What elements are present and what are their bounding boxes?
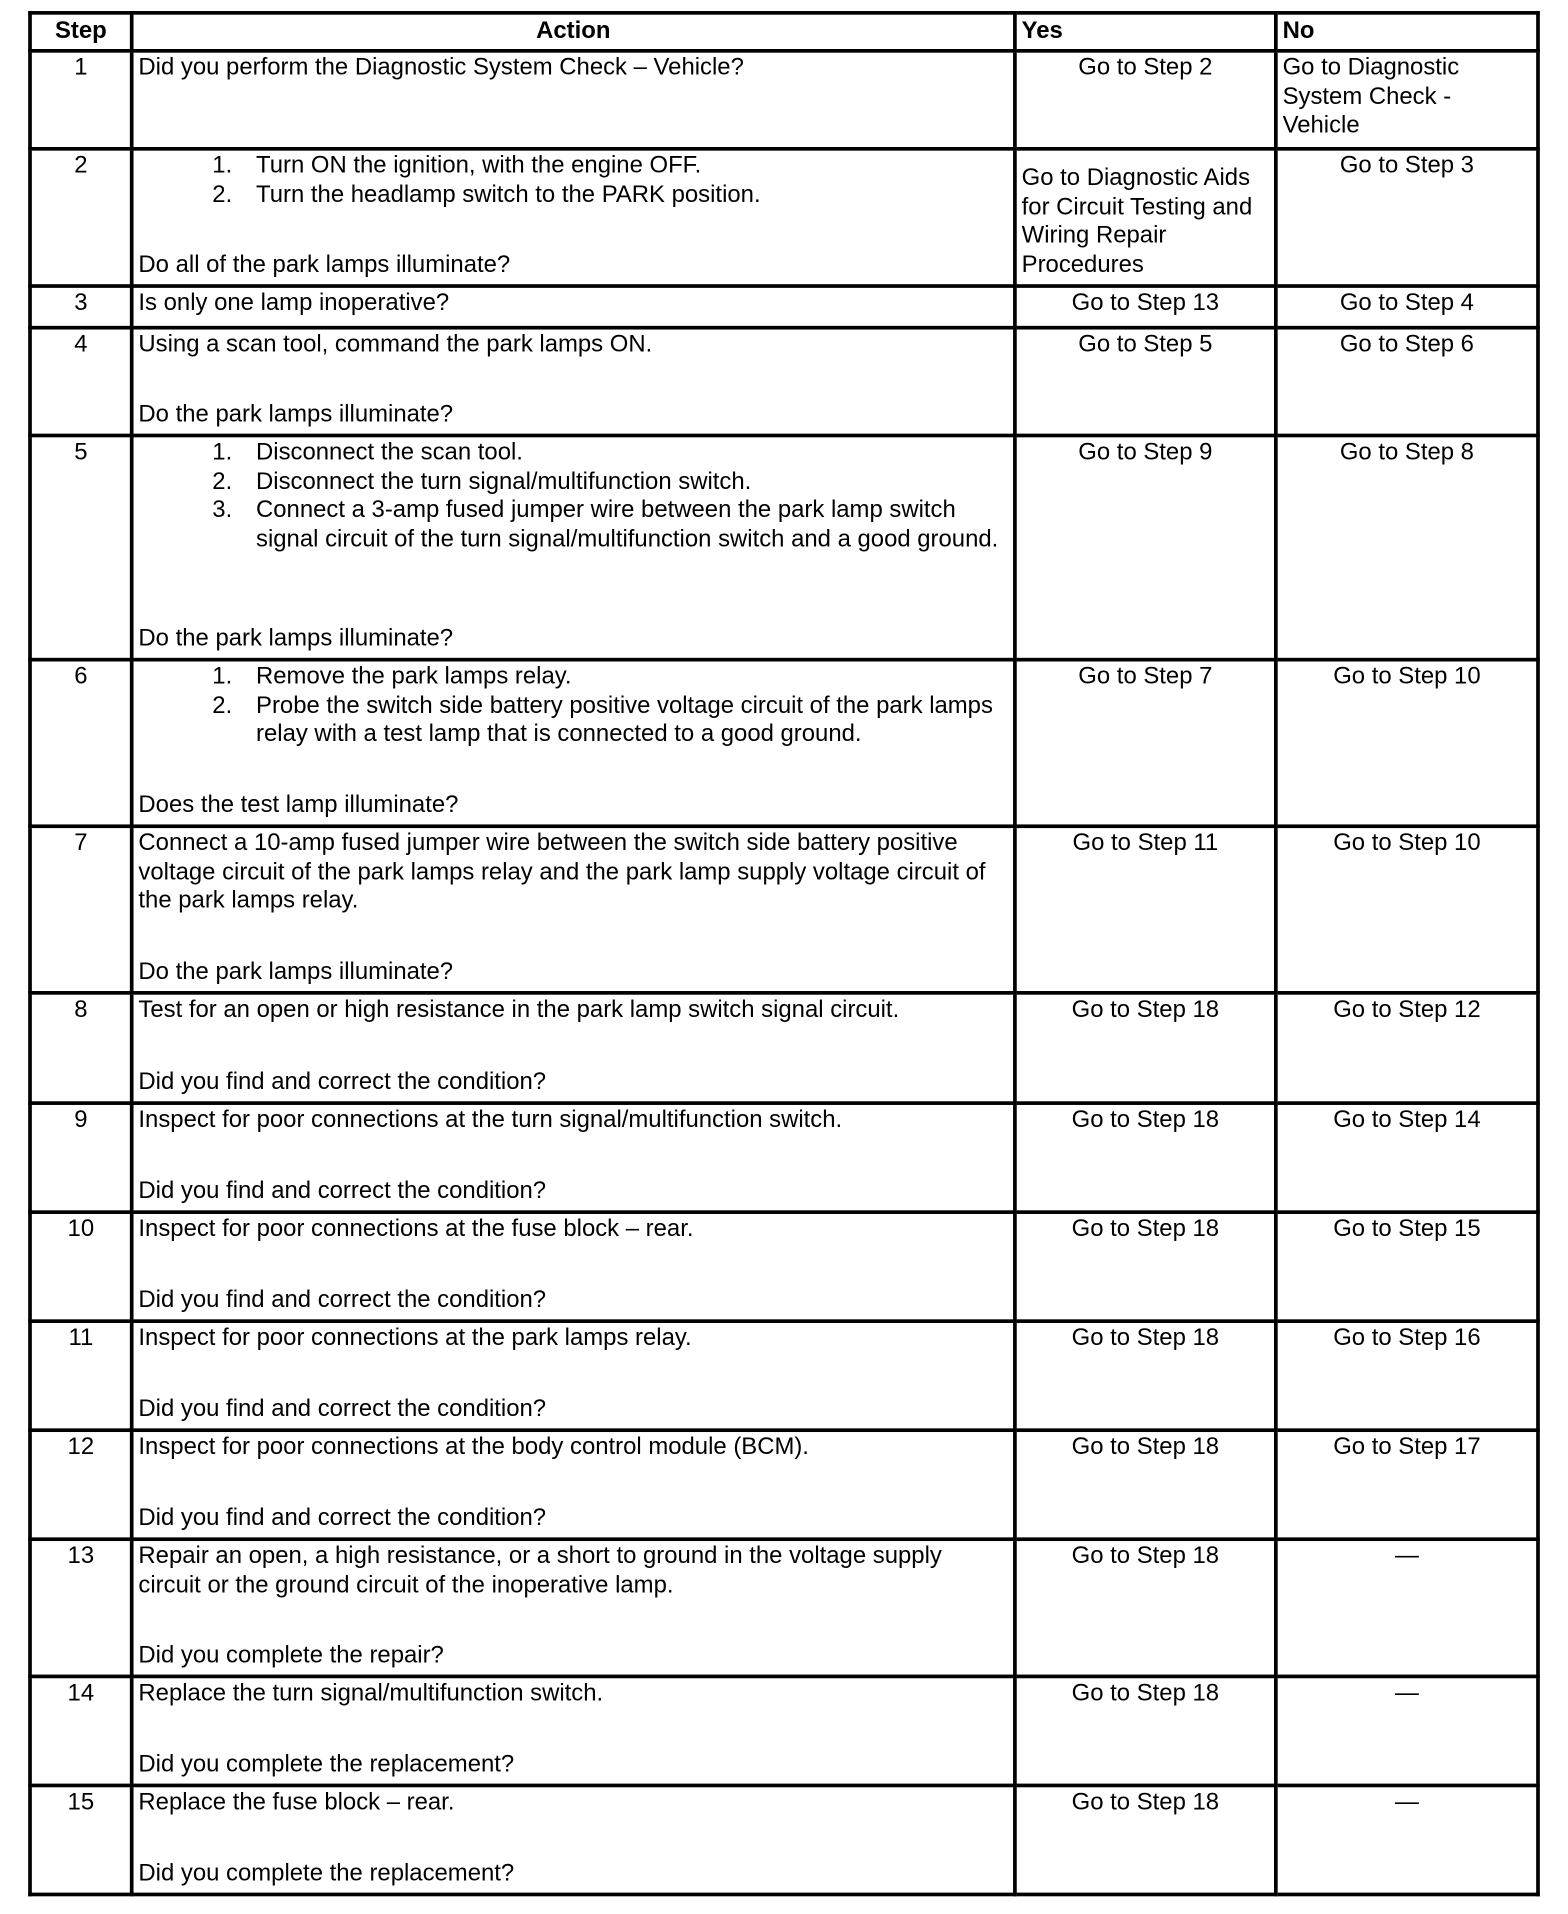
action-step-item: 2. Turn the headlamp switch to the PARK position. [239,181,1008,210]
action-question: Do the park lamps illuminate? [138,957,454,985]
action-text: Inspect for poor connections at the park lamps relay. [138,1324,692,1352]
action-cell [132,435,1015,659]
step-number: 2 [30,149,132,286]
yes-result: Go to Step 2 [1015,51,1276,149]
action-cell [132,1212,1015,1321]
action-text: Connect a 10-amp fused jumper wire between the switch side battery positive voltage circuit of the park lamps relay and the park lamp supply voltage circuit of the park lamps relay. [138,829,986,914]
action-cell [132,660,1015,827]
step-number: 13 [30,1539,132,1676]
step-number: 15 [30,1785,132,1894]
action-text: Replace the fuse block – rear. [138,1788,455,1816]
action-steps-list [138,439,1008,554]
step-number: 12 [30,1430,132,1539]
action-steps-list [138,663,1008,749]
action-question: Does the test lamp illuminate? [138,790,459,818]
action-cell [132,1430,1015,1539]
table-row [30,1430,1538,1539]
yes-result: Go to Step 18 [1015,1321,1276,1430]
yes-result: Go to Step 18 [1015,1676,1276,1785]
action-step-item: 3. Connect a 3-amp fused jumper wire between the park lamp switch signal circuit of the turn signal/multifunction switch and a good ground. [239,496,1008,554]
step-number: 5 [30,435,132,659]
header-no: No [1276,13,1538,51]
action-question: Did you find and correct the condition? [138,1067,547,1095]
table-row [30,1212,1538,1321]
table-row [30,993,1538,1103]
no-result: Go to Diagnostic System Check - Vehicle [1276,51,1538,149]
action-question: Do all of the park lamps illuminate? [138,250,511,278]
no-result: Go to Step 16 [1276,1321,1538,1430]
no-result: Go to Step 10 [1276,826,1538,993]
table-row [30,1539,1538,1676]
table-row [30,435,1538,659]
action-text: Did you perform the Diagnostic System Check – Vehicle? [138,53,744,81]
action-step-item: 1. Remove the park lamps relay. [239,663,1008,692]
step-number: 11 [30,1321,132,1430]
header-row [30,13,1538,51]
action-cell [132,51,1015,149]
table-row [30,826,1538,993]
table-row [30,328,1538,436]
no-result: Go to Step 15 [1276,1212,1538,1321]
yes-result: Go to Step 18 [1015,1212,1276,1321]
action-cell [132,1676,1015,1785]
step-number: 14 [30,1676,132,1785]
table-row [30,149,1538,286]
step-number: 7 [30,826,132,993]
step-number: 9 [30,1103,132,1212]
no-result: Go to Step 10 [1276,660,1538,827]
action-cell [132,149,1015,286]
yes-result: Go to Step 9 [1015,435,1276,659]
no-result: Go to Step 4 [1276,286,1538,328]
table-row [30,1676,1538,1785]
action-question: Did you find and correct the condition? [138,1394,547,1422]
action-text: Is only one lamp inoperative? [138,289,450,317]
table-row [30,51,1538,149]
action-cell [132,1785,1015,1894]
action-cell [132,286,1015,328]
step-number: 3 [30,286,132,328]
action-question: Did you find and correct the condition? [138,1503,547,1531]
no-result: Go to Step 14 [1276,1103,1538,1212]
action-cell [132,1321,1015,1430]
action-cell [132,993,1015,1103]
header-step: Step [30,13,132,51]
table-row [30,1321,1538,1430]
action-text: Using a scan tool, command the park lamps ON. [138,330,653,358]
no-result: — [1276,1539,1538,1676]
action-step-item: 1. Disconnect the scan tool. [239,439,1008,468]
action-question: Did you complete the replacement? [138,1858,515,1886]
action-question: Did you find and correct the condition? [138,1285,547,1313]
yes-result: Go to Step 7 [1015,660,1276,827]
action-cell [132,826,1015,993]
no-result: Go to Step 17 [1276,1430,1538,1539]
step-number: 1 [30,51,132,149]
action-text: Inspect for poor connections at the turn signal/multifunction switch. [138,1106,843,1134]
table-row [30,660,1538,827]
table-row [30,286,1538,328]
no-result: — [1276,1785,1538,1894]
action-text: Repair an open, a high resistance, or a short to ground in the voltage supply circuit or the ground circuit of the inoperative lamp. [138,1542,942,1599]
yes-result: Go to Step 18 [1015,1430,1276,1539]
yes-result: Go to Step 11 [1015,826,1276,993]
no-result: Go to Step 6 [1276,328,1538,436]
no-result: — [1276,1676,1538,1785]
header-yes: Yes [1015,13,1276,51]
action-step-item: 2. Disconnect the turn signal/multifunction switch. [239,467,1008,496]
action-step-item: 2. Probe the switch side battery positive voltage circuit of the park lamps relay with a test lamp that is connected to a good ground. [239,692,1008,750]
action-cell [132,328,1015,436]
step-number: 8 [30,993,132,1103]
table-row [30,1785,1538,1894]
action-cell [132,1103,1015,1212]
action-question: Did you complete the repair? [138,1640,444,1668]
action-question: Did you find and correct the condition? [138,1176,547,1204]
yes-result: Go to Step 18 [1015,1103,1276,1212]
yes-result: Go to Step 13 [1015,286,1276,328]
action-question: Did you complete the replacement? [138,1749,515,1777]
action-steps-list [138,152,1008,210]
step-number: 10 [30,1212,132,1321]
table-body [30,51,1538,1895]
action-question: Do the park lamps illuminate? [138,399,454,427]
step-number: 4 [30,328,132,436]
action-text: Inspect for poor connections at the body control module (BCM). [138,1433,809,1461]
yes-result: Go to Step 18 [1015,1539,1276,1676]
action-text: Test for an open or high resistance in the park lamp switch signal circuit. [138,995,900,1023]
action-text: Inspect for poor connections at the fuse block – rear. [138,1215,694,1243]
step-number: 6 [30,660,132,827]
yes-result: Go to Step 18 [1015,1785,1276,1894]
header-action: Action [132,13,1015,51]
no-result: Go to Step 3 [1276,149,1538,286]
no-result: Go to Step 12 [1276,993,1538,1103]
yes-result: Go to Diagnostic Aids for Circuit Testing and Wiring Repair Procedures [1015,149,1276,286]
action-question: Do the park lamps illuminate? [138,624,454,652]
no-result: Go to Step 8 [1276,435,1538,659]
yes-result: Go to Step 5 [1015,328,1276,436]
action-step-item: 1. Turn ON the ignition, with the engine OFF. [239,152,1008,181]
action-cell [132,1539,1015,1676]
action-text: Replace the turn signal/multifunction switch. [138,1679,604,1707]
table-row [30,1103,1538,1212]
diagnostic-table [28,11,1540,1896]
yes-result: Go to Step 18 [1015,993,1276,1103]
